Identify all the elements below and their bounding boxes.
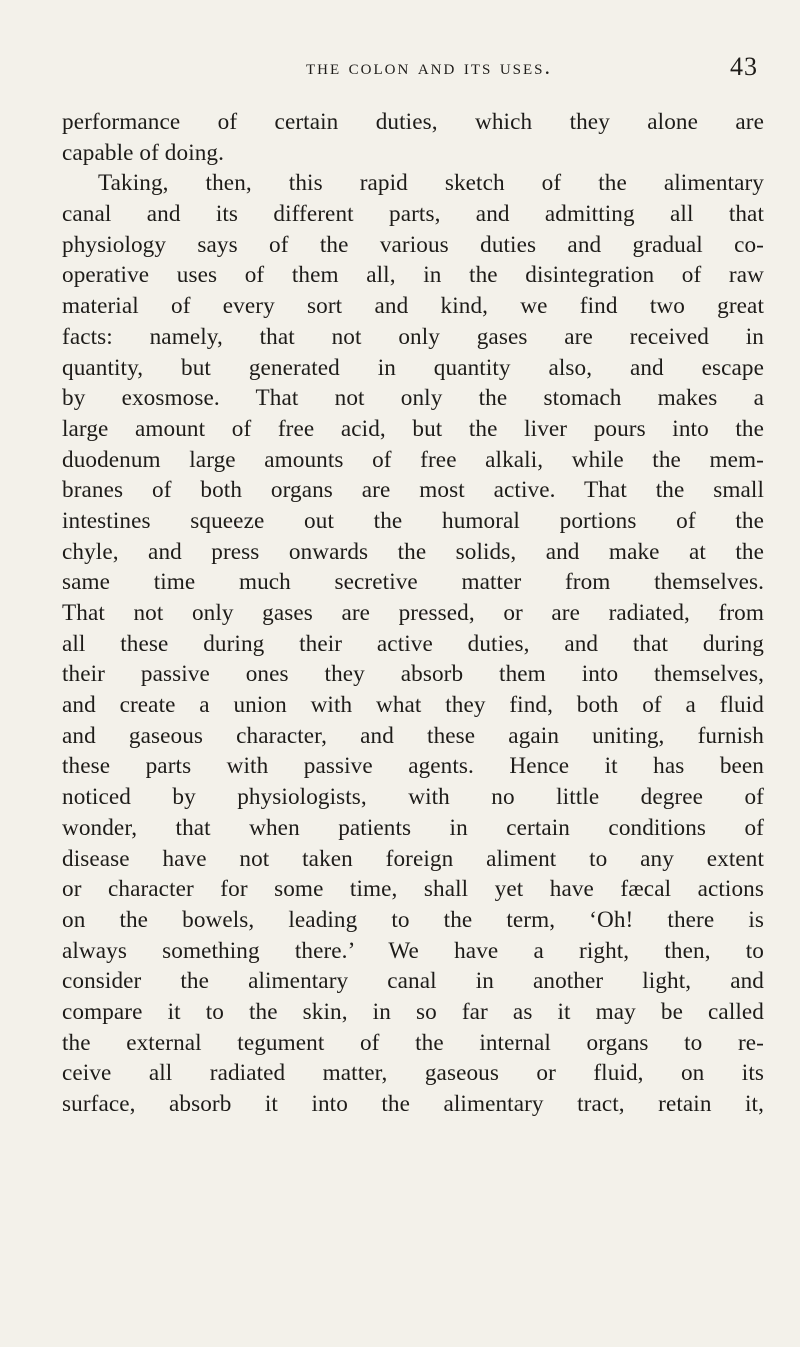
text-line: capable of doing. (62, 139, 225, 166)
text-line: duodenum large amounts of free alkali, while the mem- (62, 446, 764, 473)
text-line: compare it to the skin, in so far as it may be called (62, 998, 764, 1025)
text-line: operative uses of them all, in the disintegration of raw (62, 262, 764, 289)
text-line: noticed by physiologists, with no little degree of (62, 784, 764, 811)
text-line: wonder, that when patients in certain conditions of (62, 814, 764, 841)
text-line: large amount of free acid, but the liver pours into the (62, 415, 764, 442)
text-line: on the bowels, leading to the term, ‘Oh! there is (62, 906, 764, 933)
text-line: or character for some time, shall yet have fæcal actions (62, 876, 764, 903)
text-line: disease have not taken foreign aliment to any extent (62, 845, 764, 872)
text-line: performance of certain duties, which they alone are (62, 109, 764, 135)
text-line: Taking, then, this rapid sketch of the alimentary (98, 170, 764, 197)
text-line: all these during their active duties, and that during (62, 630, 764, 657)
text-line: these parts with passive agents. Hence it has been (62, 753, 764, 780)
text-line: branes of both organs are most active. That the small (62, 477, 764, 504)
text-line: consider the alimentary canal in another light, and (62, 968, 764, 995)
running-head (100, 52, 758, 88)
text-line: facts: namely, that not only gases are received in (62, 323, 764, 350)
text-line: canal and its different parts, and admitting all that (62, 201, 764, 228)
text-line: and gaseous character, and these again uniting, furnish (62, 722, 764, 749)
text-line: intestines squeeze out the humoral portions of the (62, 507, 764, 534)
text-line: by exosmose. That not only the stomach makes a (62, 385, 764, 412)
text-line: always something there.’ We have a right, then, to (62, 937, 764, 964)
text-line: same time much secretive matter from themselves. (62, 569, 764, 596)
text-line: physiology says of the various duties and gradual co- (62, 231, 764, 258)
text-line: material of every sort and kind, we find two great (62, 293, 764, 320)
body-text (62, 107, 764, 1120)
text-line: quantity, but generated in quantity also, and escape (62, 354, 764, 381)
text-line: chyle, and press onwards the solids, and make at the (62, 538, 764, 565)
text-line: surface, absorb it into the alimentary tract, retain it, (62, 1091, 764, 1117)
page-number: 43 (730, 52, 758, 81)
text-line: the external tegument of the internal organs to re- (62, 1029, 764, 1056)
text-line: ceive all radiated matter, gaseous or fluid, on its (62, 1060, 764, 1087)
text-line: That not only gases are pressed, or are radiated, from (62, 600, 764, 626)
text-line: their passive ones they absorb them into themselves, (62, 661, 764, 688)
running-title: the colon and its uses. (306, 54, 552, 79)
text-line: and create a union with what they find, both of a fluid (62, 692, 764, 719)
